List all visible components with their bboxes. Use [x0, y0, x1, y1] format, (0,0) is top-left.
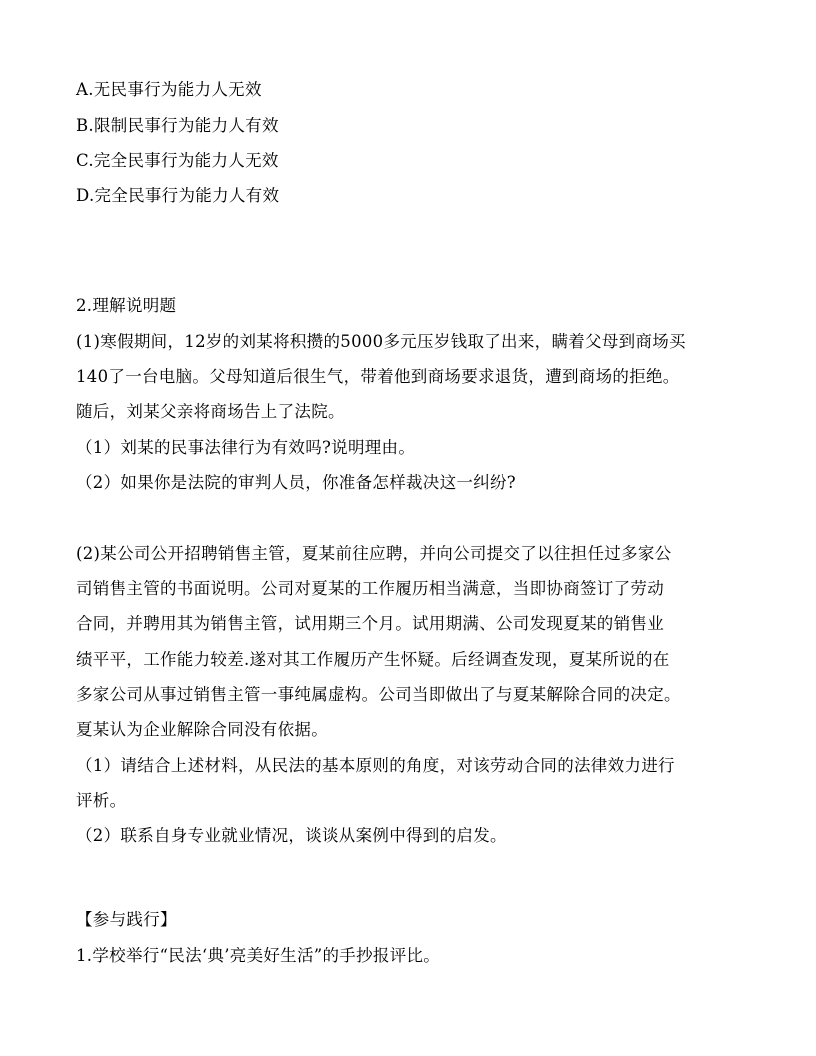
case1-question-2: （2）如果你是法院的审判人员，你准备怎样裁决这一纠纷? — [76, 473, 516, 492]
practice-heading: 【参与践行】 — [76, 910, 177, 929]
case2-question-1-cont: 评析。 — [76, 791, 127, 810]
practice-item-1: 1.学校举行“民法‘典’亮美好生活”的手抄报评比。 — [76, 946, 441, 965]
case1-line-2: 140了一台电脑。父母知道后很生气，带着他到商场要求退货，遭到商场的拒绝。 — [76, 367, 680, 386]
case2-line-5: 多家公司从事过销售主管一事纯属虚构。公司当即做出了与夏某解除合同的决定。 — [76, 685, 681, 704]
case2-line-1: (2)某公司公开招聘销售主管，夏某前往应聘，并向公司提交了以往担任过多家公 — [76, 544, 672, 563]
case2-line-6: 夏某认为企业解除合同没有依据。 — [76, 720, 328, 739]
case2-line-3: 合同，并聘用其为销售主管，试用期三个月。试用期满、公司发现夏某的销售业 — [76, 614, 664, 633]
option-a: A.无民事行为能力人无效 — [76, 80, 262, 99]
option-b: B.限制民事行为能力人有效 — [76, 116, 279, 135]
case1-line-3: 随后，刘某父亲将商场告上了法院。 — [76, 402, 345, 421]
case1-line-1: (1)寒假期间，12岁的刘某将积攒的5000多元压岁钱取了出来，瞒着父母到商场买 — [76, 332, 686, 351]
option-d: D.完全民事行为能力人有效 — [76, 186, 280, 205]
case2-question-1: （1）请结合上述材料，从民法的基本原则的角度，对该劳动合同的法律效力进行 — [76, 756, 675, 775]
case2-line-4: 绩平平，工作能力较差.遂对其工作履历产生怀疑。后经调查发现，夏某所说的在 — [76, 650, 670, 669]
case2-line-2: 司销售主管的书面说明。公司对夏某的工作履历相当满意，当即协商签订了劳动 — [76, 579, 664, 598]
section-title: 2.理解说明题 — [76, 296, 177, 315]
case1-question-1: （1）刘某的民事法律行为有效吗?说明理由。 — [76, 438, 416, 457]
option-c: C.完全民事行为能力人无效 — [76, 151, 279, 170]
case2-question-2: （2）联系自身专业就业情况，谈谈从案例中得到的启发。 — [76, 826, 507, 845]
